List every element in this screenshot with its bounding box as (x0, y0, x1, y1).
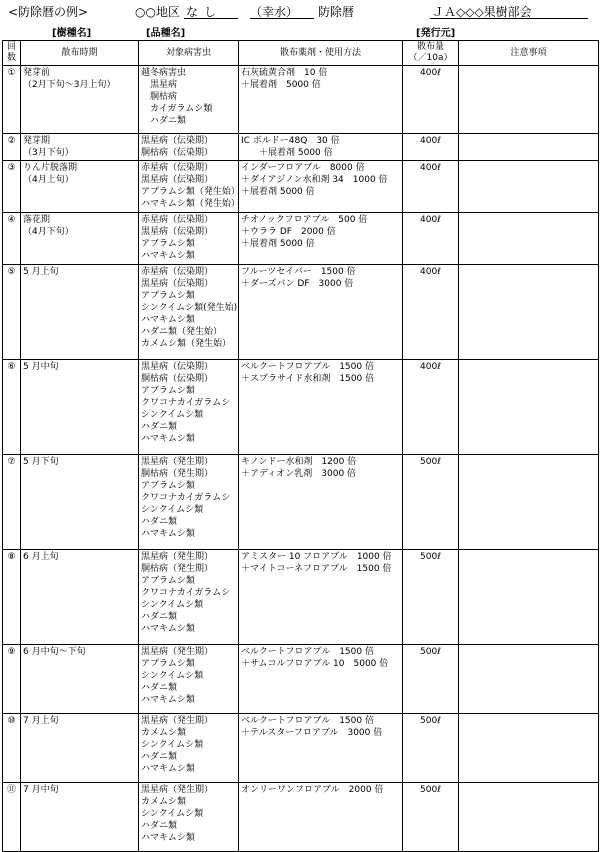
notes-cell (459, 66, 599, 134)
target-line: 黒星病（伝染期） (141, 227, 214, 237)
spray-period (21, 455, 139, 550)
period-line: 5 月下旬 (23, 457, 59, 467)
target-line: 黒星病（伝染期） (141, 136, 214, 146)
period-line: 5 月上旬 (23, 267, 59, 277)
chemicals (239, 455, 403, 550)
period-line: 5 月中旬 (23, 362, 59, 372)
chemical-line: ＋展着剤 5000 倍 (241, 80, 321, 90)
target-line: ハマキムシ類 (141, 764, 195, 774)
target-line: 黒星病（発生期） (141, 647, 214, 657)
col-round: 回 数 (3, 41, 21, 66)
notes-cell (459, 714, 599, 783)
chemical-line: ベルクートフロアブル 1500 倍 (241, 716, 374, 726)
chemical-line: ＋アディオン乳剤 3000 倍 (241, 469, 357, 479)
target-line: ハダニ類 (141, 116, 187, 126)
table-row (3, 134, 599, 161)
target-pests (139, 213, 239, 265)
target-line: ハマキムシ類 (141, 251, 195, 261)
col-notes: 注意事項 (459, 41, 599, 66)
target-line: クワコナカイガラムシ (141, 588, 231, 598)
target-line: 赤星病（伝染期） (141, 163, 214, 173)
chemical-line: ＋ウララ DF 2000 倍 (241, 227, 336, 237)
target-pests (139, 161, 239, 213)
spray-amount: 500ℓ (403, 455, 459, 550)
table-row (3, 213, 599, 265)
target-line: アブラムシ類（発生始） (141, 187, 240, 197)
spray-amount: 500ℓ (403, 783, 459, 852)
table-row (3, 455, 599, 550)
spray-period (21, 783, 139, 852)
target-line: カメムシ類 (141, 797, 187, 807)
spray-period (21, 645, 139, 714)
subheader (0, 22, 600, 38)
round-number: ⑨ (3, 645, 21, 714)
spray-amount: 500ℓ (403, 550, 459, 645)
chemical-line: ＋ダイアジノン水和剤 34 1000 倍 (241, 175, 388, 185)
chemical-line: ＋展着剤 5000 倍 (241, 187, 315, 197)
target-line: ハダニ類 (141, 683, 178, 693)
spray-calendar-table (2, 40, 599, 852)
target-line: 胴枯病 (141, 92, 178, 102)
period-line: （4月下旬） (23, 227, 74, 237)
target-pests (139, 360, 239, 455)
chemicals (239, 550, 403, 645)
chemical-line: ベルクートフロアブル 1500 倍 (241, 647, 374, 657)
target-line: ハマキムシ類 (141, 434, 195, 444)
notes-cell (459, 783, 599, 852)
target-pests (139, 455, 239, 550)
target-line: 越冬病害虫 (141, 68, 187, 78)
target-line: 胴枯病（発生期） (141, 469, 214, 479)
target-pests (139, 134, 239, 161)
col-chemical: 散布薬剤・使用方法 (239, 41, 403, 66)
target-line: カメムシ類（発生始） (141, 339, 232, 349)
table-body (3, 66, 599, 852)
target-line: 胴枯病（発生期） (141, 564, 214, 574)
round-number: ⑧ (3, 550, 21, 645)
target-line: シンクイムシ類 (141, 740, 204, 750)
period-line: 発芽期 (23, 136, 51, 146)
chemical-line: 石灰硫黄合剤 10 倍 (241, 68, 328, 78)
target-pests (139, 66, 239, 134)
target-line: クワコナカイガラムシ (141, 398, 231, 408)
chemicals (239, 714, 403, 783)
period-line: （4月上旬） (23, 175, 74, 185)
notes-cell (459, 455, 599, 550)
target-line: ハマキムシ類 (141, 315, 195, 325)
document-title (0, 0, 600, 22)
target-line: 胴枯病（伝染期） (141, 148, 214, 158)
period-line: 6 月中旬～下旬 (23, 647, 86, 657)
target-line: 赤星病（伝染期） (141, 267, 214, 277)
target-line: ハマキムシ類 (141, 529, 195, 539)
round-number: ⑪ (3, 783, 21, 852)
target-line: ハマキムシ類 (141, 695, 195, 705)
spray-amount: 400ℓ (403, 134, 459, 161)
chemical-line: ＋マイトコーネフロアブル 1500 倍 (241, 564, 392, 574)
chemicals (239, 161, 403, 213)
round-number: ⑦ (3, 455, 21, 550)
target-pests (139, 645, 239, 714)
ja-underline (430, 18, 588, 19)
target-line: シンクイムシ類 (141, 600, 204, 610)
round-number: ③ (3, 161, 21, 213)
table-row (3, 66, 599, 134)
chemical-line: ＋サムコルフロアブル 10 5000 倍 (241, 659, 389, 669)
spray-period (21, 161, 139, 213)
target-line: 黒星病 (141, 80, 178, 90)
chemicals (239, 783, 403, 852)
target-line: ハマキムシ類（発生始） (141, 199, 240, 209)
target-pests (139, 265, 239, 360)
spray-period (21, 134, 139, 161)
target-pests (139, 714, 239, 783)
target-line: ハダニ類 (141, 612, 178, 622)
period-line: 6 月上旬 (23, 552, 59, 562)
target-line: 黒星病（発生期） (141, 552, 214, 562)
notes-cell (459, 213, 599, 265)
crop-underline (184, 18, 238, 19)
table-row (3, 714, 599, 783)
notes-cell (459, 134, 599, 161)
target-pests (139, 783, 239, 852)
col-target: 対象病害虫 (139, 41, 239, 66)
chemical-line: チオノックフロアブル 500 倍 (241, 215, 368, 225)
chemicals (239, 265, 403, 360)
target-line: 黒星病（発生期） (141, 785, 214, 795)
target-line: アブラムシ類 (141, 291, 195, 301)
chemical-line: キノンドー水和剤 1200 倍 (241, 457, 357, 467)
period-line: りん片脱落期 (23, 163, 78, 173)
notes-cell (459, 265, 599, 360)
example-label: <防除暦の例> (8, 5, 89, 19)
target-line: アブラムシ類 (141, 386, 195, 396)
spray-amount: 500ℓ (403, 714, 459, 783)
variety-label: （幸水） (250, 5, 299, 19)
spray-amount: 500ℓ (403, 645, 459, 714)
publisher-label: [発行元] (416, 28, 456, 39)
chemicals (239, 213, 403, 265)
table-row (3, 265, 599, 360)
round-number: ② (3, 134, 21, 161)
target-line: シンクイムシ類 (141, 671, 204, 681)
notes-cell (459, 645, 599, 714)
spray-amount: 400ℓ (403, 360, 459, 455)
crop-label: なし (186, 5, 223, 19)
target-line: クワコナカイガラムシ (141, 493, 231, 503)
spray-amount: 400ℓ (403, 265, 459, 360)
spray-amount: 400ℓ (403, 213, 459, 265)
target-line: ハダニ類 (141, 821, 178, 831)
chemical-line: アミスター 10 フロアブル 1000 倍 (241, 552, 392, 562)
round-number: ① (3, 66, 21, 134)
target-line: シンクイムシ類 (141, 505, 204, 515)
target-line: ハダニ類 (141, 517, 178, 527)
target-line: ハマキムシ類 (141, 833, 195, 843)
table-row (3, 360, 599, 455)
round-number: ⑥ (3, 360, 21, 455)
col-amount: 散布量 （／10a） (403, 41, 459, 66)
ja-label: ＪＡ◇◇◇果樹部会 (432, 5, 532, 19)
round-number: ④ (3, 213, 21, 265)
target-line: アブラムシ類 (141, 239, 195, 249)
chemicals (239, 66, 403, 134)
table-row (3, 783, 599, 852)
chemical-line: ＋スプラサイド水和剤 1500 倍 (241, 374, 375, 384)
period-line: （2月下旬～3月上旬） (23, 80, 116, 90)
spray-period (21, 213, 139, 265)
period-line: 落花期 (23, 215, 51, 225)
chemical-line: IC ボルドー48Q 30 倍 (241, 136, 340, 146)
target-line: 黒星病（伝染期） (141, 279, 214, 289)
target-line: アブラムシ類 (141, 576, 195, 586)
chemical-line: ＋展着剤 5000 倍 (241, 239, 315, 249)
spray-period (21, 66, 139, 134)
chemical-line: ＋テルスターフロアブル 3000 倍 (241, 728, 383, 738)
target-line: 赤星病（伝染期） (141, 215, 214, 225)
target-line: シンクイムシ類 (141, 410, 204, 420)
district-label: ○○地区 (135, 5, 180, 19)
target-line: ハマキムシ類 (141, 624, 195, 634)
period-line: 7 月上旬 (23, 716, 59, 726)
spray-period (21, 550, 139, 645)
chemical-line: ＋ダーズバン DF 3000 倍 (241, 279, 354, 289)
table-row (3, 161, 599, 213)
col-period: 散布時期 (21, 41, 139, 66)
spray-period (21, 265, 139, 360)
target-line: アブラムシ類 (141, 659, 195, 669)
chemicals (239, 645, 403, 714)
chemical-line: フルーツセイバー 1500 倍 (241, 267, 356, 277)
target-line: 黒星病（伝染期） (141, 175, 214, 185)
target-line: カメムシ類 (141, 728, 187, 738)
table-row (3, 645, 599, 714)
tree-type-label: [樹種名] (52, 28, 92, 39)
chemical-line: インダーフロアブル 8000 倍 (241, 163, 365, 173)
spray-amount: 400ℓ (403, 161, 459, 213)
target-line: シンクイムシ類(発生始) (141, 303, 238, 313)
notes-cell (459, 360, 599, 455)
table-row (3, 550, 599, 645)
chemical-line: ＋展着剤 5000 倍 (241, 148, 333, 158)
target-line: 黒星病（発生期） (141, 457, 214, 467)
period-line: 発芽前 (23, 68, 51, 78)
target-line: 黒星病（発生期） (141, 716, 214, 726)
target-line: 黒星病（伝染期） (141, 362, 214, 372)
round-number: ⑩ (3, 714, 21, 783)
chemicals (239, 360, 403, 455)
period-line: 7 月中旬 (23, 785, 59, 795)
chemical-line: オンリーワンフロアブル 2000 倍 (241, 785, 384, 795)
variety-name-label: [品種名] (146, 28, 186, 39)
target-pests (139, 550, 239, 645)
target-line: シンクイムシ類 (141, 809, 204, 819)
target-line: カイガラムシ類 (141, 104, 213, 114)
calendar-label: 防除暦 (318, 5, 355, 19)
spray-period (21, 360, 139, 455)
spray-amount: 400ℓ (403, 66, 459, 134)
notes-cell (459, 550, 599, 645)
period-line: （3月下旬） (23, 148, 74, 158)
notes-cell (459, 161, 599, 213)
chemicals (239, 134, 403, 161)
chemical-line: ベルクートフロアブル 1500 倍 (241, 362, 374, 372)
variety-underline (250, 18, 314, 19)
target-line: ハダニ類（発生始） (141, 327, 223, 337)
table-header-row (3, 41, 599, 66)
target-line: アブラムシ類 (141, 481, 195, 491)
spray-period (21, 714, 139, 783)
target-line: 胴枯病（伝染期） (141, 374, 214, 384)
round-number: ⑤ (3, 265, 21, 360)
target-line: ハダニ類 (141, 422, 178, 432)
target-line: ハダニ類 (141, 752, 178, 762)
